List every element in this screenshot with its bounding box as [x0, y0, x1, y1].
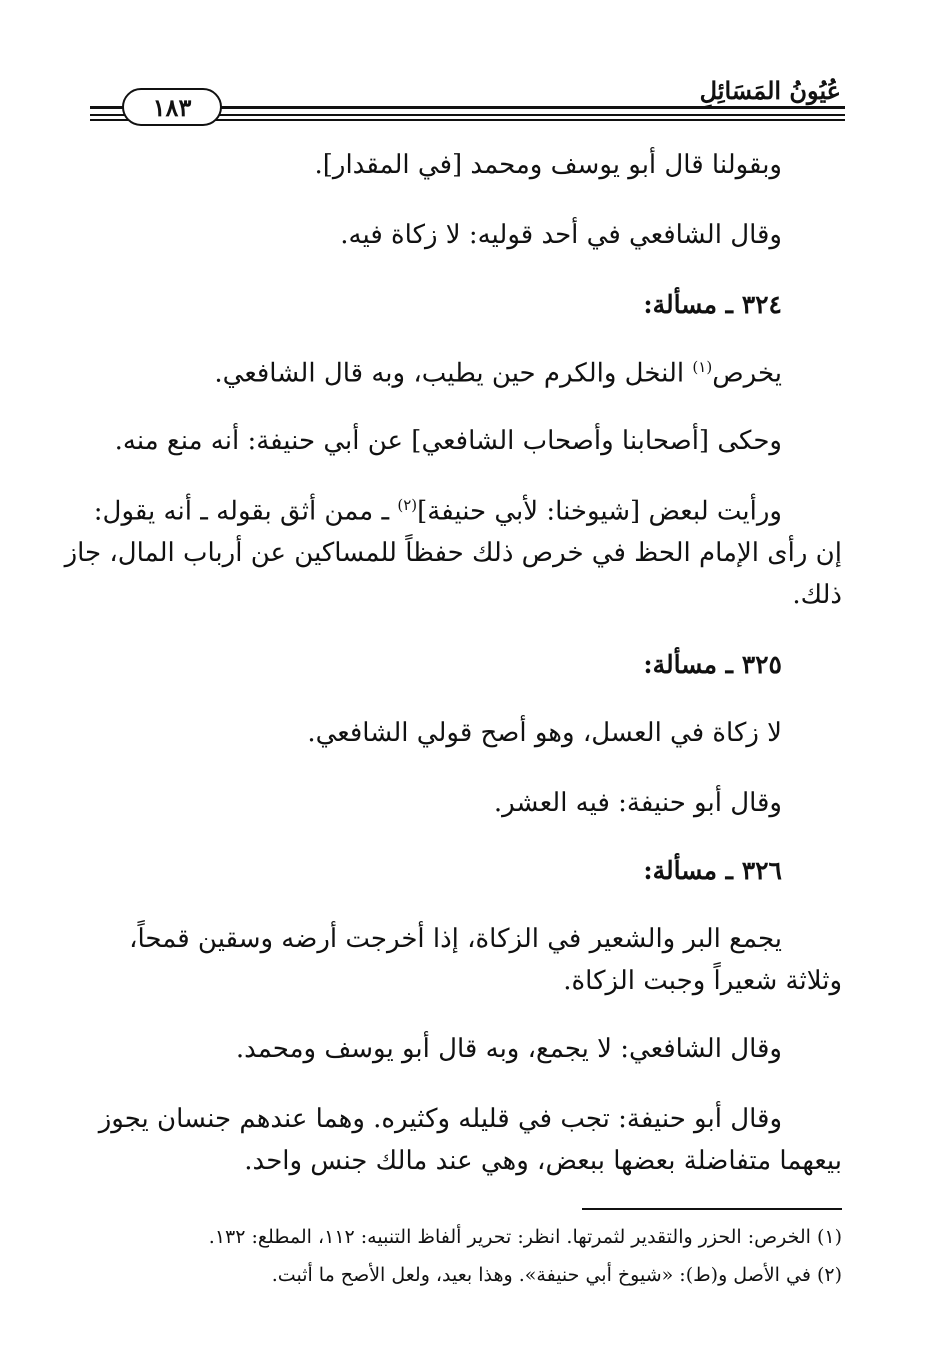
text-line: يجمع البر والشعير في الزكاة، إذا أخرجت أرضه وسقين قمحاً،	[129, 924, 782, 954]
text-line: وقال الشافعي في أحد قوليه: لا زكاة فيه.	[340, 220, 782, 250]
text-line	[94, 496, 782, 527]
running-header-title: عُيُونُ المَسَائِلِ	[699, 76, 841, 105]
text-line: وبقولنا قال أبو يوسف ومحمد [في المقدار].	[314, 150, 782, 180]
text-fragment: النخل والكرم حين يطيب، وبه قال الشافعي.	[214, 358, 693, 389]
text-fragment: ـ ممن أثق بقوله ـ أنه يقول:	[93, 496, 398, 527]
footnote-2: (٢) في الأصل و(ط): «شيوخ أبي حنيفة». وهذا بعيد، ولعل الأصح ما أثبت.	[271, 1264, 842, 1286]
text-line: إن رأى الإمام الحظ في خرص ذلك حفظاً للمساكين عن أرباب المال، جاز	[64, 538, 842, 568]
text-line: وثلاثة شعيراً وجبت الزكاة.	[563, 966, 842, 996]
text-fragment: يخرص	[712, 358, 782, 389]
text-fragment: ورأيت لبعض [شيوخنا: لأبي حنيفة]	[417, 496, 782, 527]
text-line: وقال الشافعي: لا يجمع، وبه قال أبو يوسف ومحمد.	[235, 1034, 782, 1064]
text-line: وقال أبو حنيفة: فيه العشر.	[493, 788, 782, 818]
page-number: ١٨٣	[122, 88, 222, 126]
text-line: ذلك.	[792, 580, 842, 610]
text-line: وحكى [أصحابنا وأصحاب الشافعي] عن أبي حنيفة: أنه منع منه.	[114, 426, 782, 456]
footnote-separator	[582, 1208, 842, 1210]
text-line: بيعهما متفاضلة بعضها ببعض، وهي عند مالك جنس واحد.	[244, 1146, 842, 1176]
section-heading-326: ٣٢٦ ـ مسألة:	[643, 856, 782, 885]
footnote-ref-1: (١)	[692, 358, 713, 376]
text-line: وقال أبو حنيفة: تجب في قليله وكثيره. وهما عندهم جنسان يجوز	[98, 1104, 782, 1134]
text-line	[214, 358, 782, 389]
text-line: لا زكاة في العسل، وهو أصح قولي الشافعي.	[307, 718, 782, 748]
section-heading-325: ٣٢٥ ـ مسألة:	[643, 650, 782, 679]
footnote-ref-2: (٢)	[397, 496, 418, 514]
footnote-1: (١) الخرص: الحزر والتقدير لثمرتها. انظر: تحرير ألفاظ التنبيه: ١١٢، المطلع: ١٣٢.	[208, 1226, 842, 1248]
section-heading-324: ٣٢٤ ـ مسألة:	[643, 290, 782, 319]
